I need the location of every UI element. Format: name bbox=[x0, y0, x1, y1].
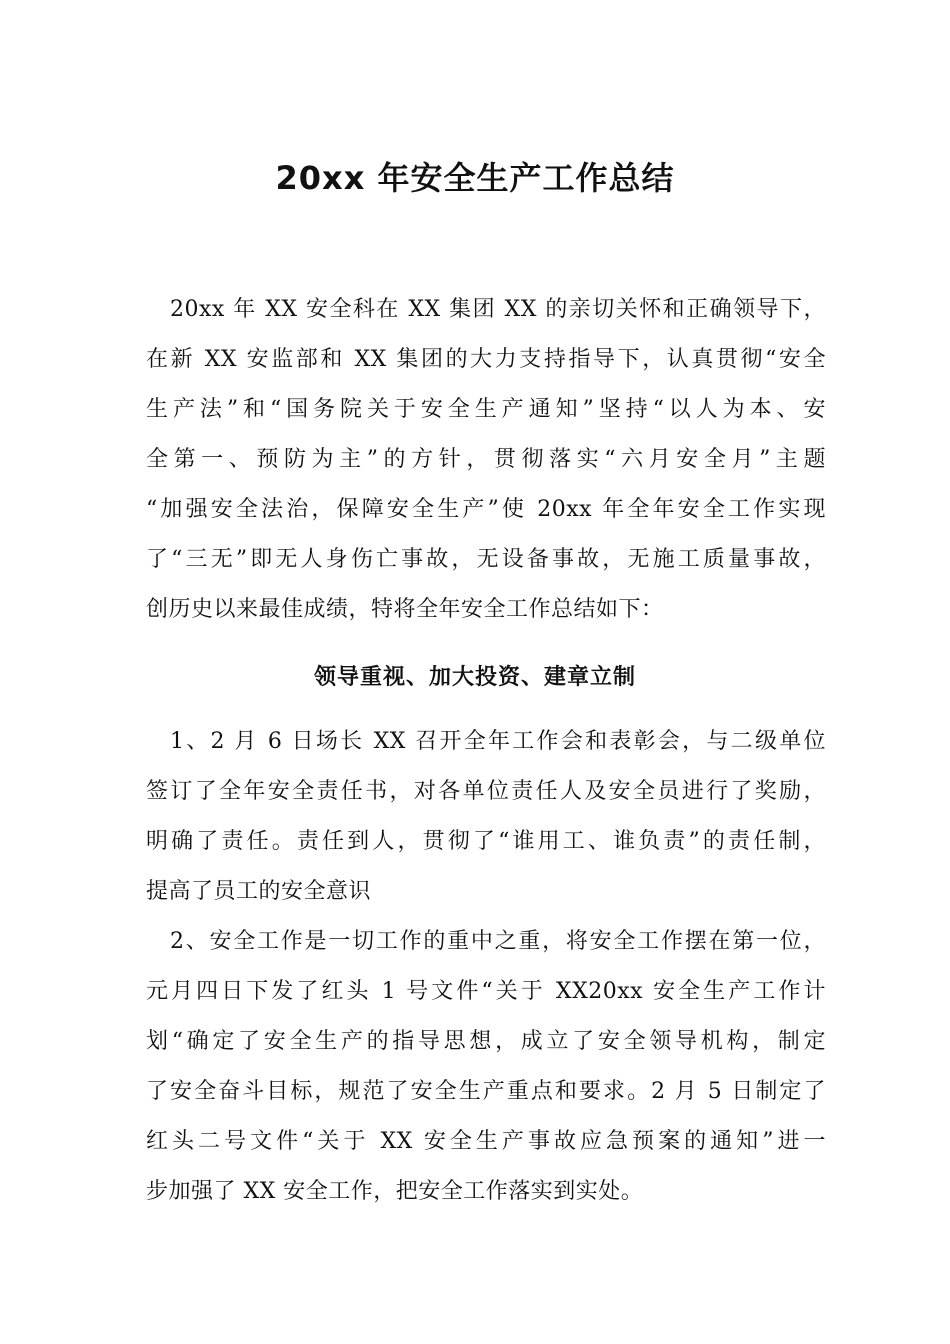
item-1-line: 签订了全年安全责任书，对各单位责任人及安全员进行了奖励， bbox=[146, 779, 826, 804]
item-1-line: 明确了责任。责任到人，贯彻了“谁用工、谁负责”的责任制， bbox=[146, 829, 826, 854]
intro-line: 生产法”和“国务院关于安全生产通知”坚持“以人为本、安 bbox=[146, 397, 826, 422]
intro-line: “加强安全法治，保障安全生产”使 20xx 年全年安全工作实现 bbox=[146, 497, 826, 522]
intro-line: 20xx 年 XX 安全科在 XX 集团 XX 的亲切关怀和正确领导下， bbox=[170, 297, 826, 322]
item-2-line: 元月四日下发了红头 1 号文件“关于 XX20xx 安全生产工作计 bbox=[146, 979, 826, 1004]
intro-line: 创历史以来最佳成绩，特将全年安全工作总结如下： bbox=[146, 597, 664, 622]
intro-line: 了“三无”即无人身伤亡事故，无设备事故，无施工质量事故， bbox=[146, 547, 826, 572]
intro-line: 全第一、预防为主”的方针，贯彻落实“六月安全月”主题 bbox=[146, 447, 826, 472]
item-2-line: 红头二号文件“关于 XX 安全生产事故应急预案的通知”进一 bbox=[146, 1129, 826, 1154]
intro-line: 在新 XX 安监部和 XX 集团的大力支持指导下，认真贯彻“安全 bbox=[146, 347, 826, 372]
item-2-line: 步加强了 XX 安全工作，把安全工作落实到实处。 bbox=[146, 1179, 644, 1204]
item-2-line: 了安全奋斗目标，规范了安全生产重点和要求。2 月 5 日制定了 bbox=[146, 1079, 826, 1104]
item-2-line: 2、安全工作是一切工作的重中之重，将安全工作摆在第一位， bbox=[170, 929, 826, 954]
item-2-line: 划“确定了安全生产的指导思想，成立了安全领导机构，制定 bbox=[146, 1029, 826, 1054]
item-1-line: 1、2 月 6 日场长 XX 召开全年工作会和表彰会，与二级单位 bbox=[170, 729, 826, 754]
item-1-line: 提高了员工的安全意识 bbox=[146, 879, 372, 904]
section-heading: 领导重视、加大投资、建章立制 bbox=[313, 665, 636, 690]
document-title: 20xx 年安全生产工作总结 bbox=[275, 159, 675, 197]
